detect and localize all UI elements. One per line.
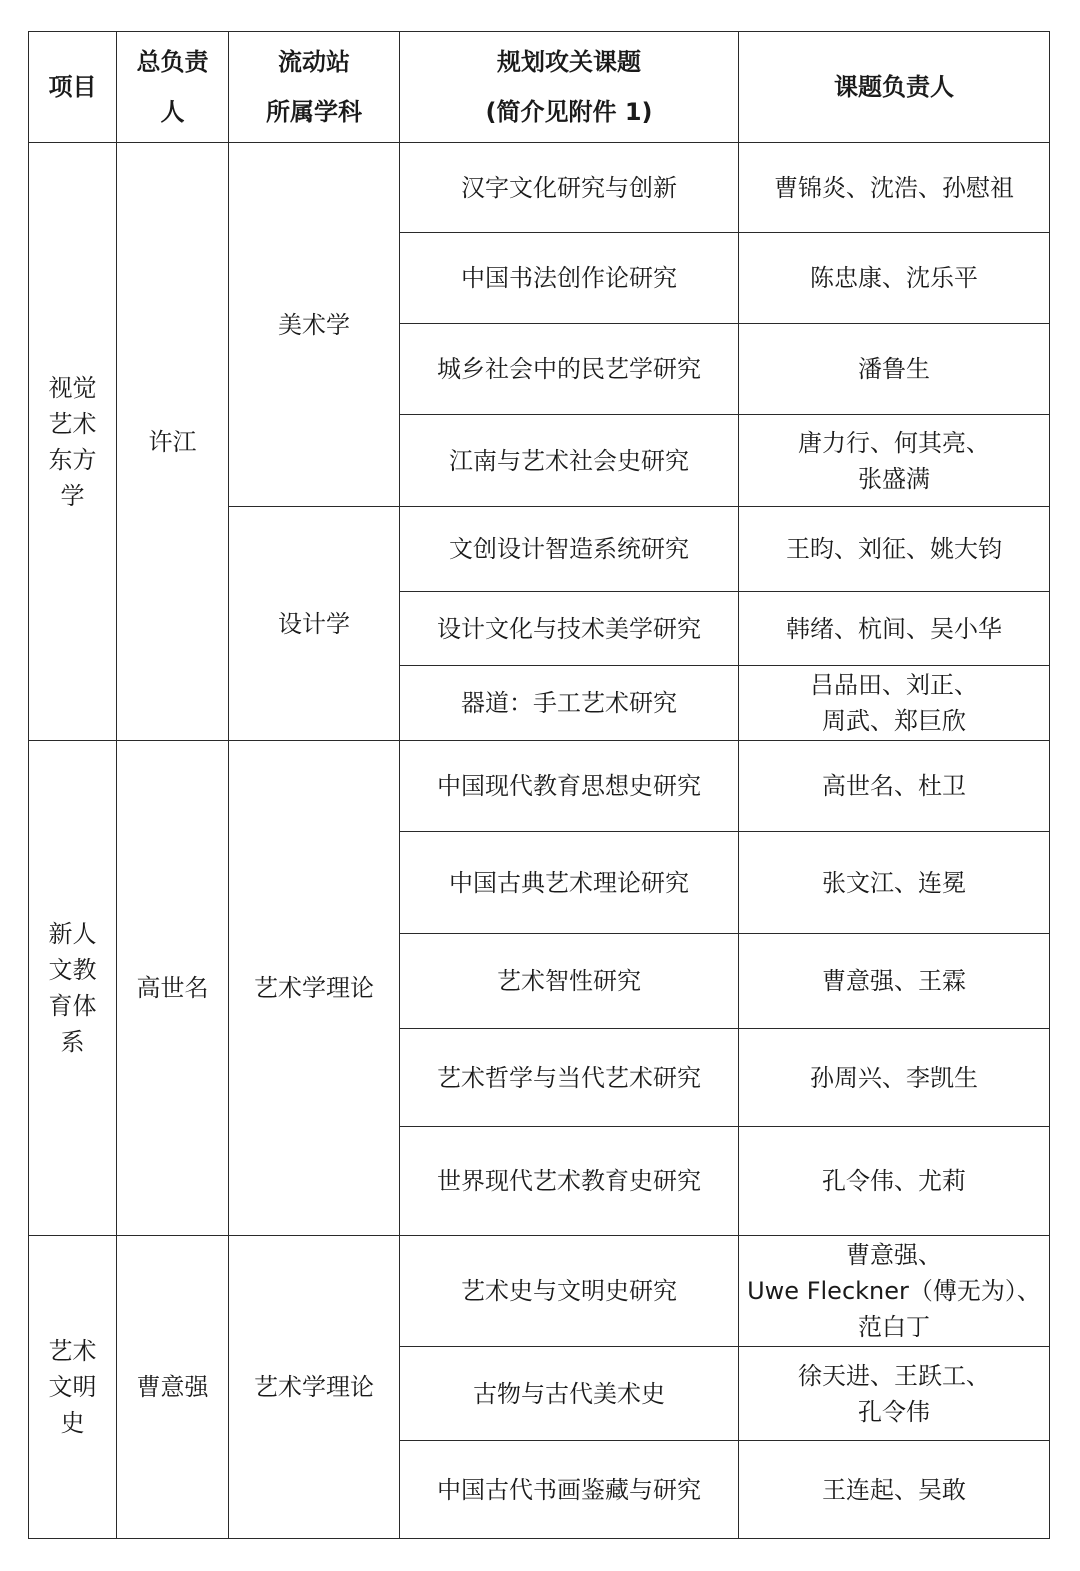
header-station: 流动站 所属学科	[229, 32, 400, 143]
header-topics: 规划攻关课题 (简介见附件 1)	[400, 32, 739, 143]
owner-cell: 王昀、刘征、姚大钧	[739, 507, 1050, 592]
owner-cell: 张文江、连冕	[739, 832, 1050, 934]
owner-cell: 高世名、杜卫	[739, 741, 1050, 832]
owner-cell: 王连起、吴敢	[739, 1441, 1050, 1539]
header-project: 项目	[29, 32, 117, 143]
header-owners: 课题负责人	[739, 32, 1050, 143]
table-row	[29, 1236, 1050, 1347]
owner-cell: 陈忠康、沈乐平	[739, 233, 1050, 324]
table-row	[29, 143, 1050, 233]
owner-cell: 潘鲁生	[739, 324, 1050, 415]
header-row	[29, 32, 1050, 143]
leader-cell: 高世名	[117, 741, 229, 1236]
topic-cell: 中国现代教育思想史研究	[400, 741, 739, 832]
topic-cell: 文创设计智造系统研究	[400, 507, 739, 592]
subject-cell: 艺术学理论	[229, 1236, 400, 1539]
owner-cell: 曹意强、 Uwe Fleckner（傅无为）、 范白丁	[739, 1236, 1050, 1347]
owner-cell: 韩绪、杭间、吴小华	[739, 592, 1050, 666]
topic-cell: 城乡社会中的民艺学研究	[400, 324, 739, 415]
topic-cell: 古物与古代美术史	[400, 1347, 739, 1441]
topic-cell: 艺术智性研究	[400, 934, 739, 1029]
leader-cell: 曹意强	[117, 1236, 229, 1539]
owner-cell: 徐天进、王跃工、 孔令伟	[739, 1347, 1050, 1441]
subject-cell: 艺术学理论	[229, 741, 400, 1236]
topic-cell: 设计文化与技术美学研究	[400, 592, 739, 666]
subject-cell: 美术学	[229, 143, 400, 507]
owner-cell: 孙周兴、李凯生	[739, 1029, 1050, 1127]
research-plan-table	[28, 31, 1050, 1539]
leader-cell: 许江	[117, 143, 229, 741]
project-cell: 新人文教育体系	[29, 741, 117, 1236]
header-leader: 总负责人	[117, 32, 229, 143]
owner-cell: 曹意强、王霖	[739, 934, 1050, 1029]
topic-cell: 中国书法创作论研究	[400, 233, 739, 324]
subject-cell: 设计学	[229, 507, 400, 741]
topic-cell: 艺术史与文明史研究	[400, 1236, 739, 1347]
table-row	[29, 741, 1050, 832]
project-cell: 视觉艺术东方学	[29, 143, 117, 741]
topic-cell: 江南与艺术社会史研究	[400, 415, 739, 507]
owner-cell: 孔令伟、尤莉	[739, 1127, 1050, 1236]
topic-cell: 器道：手工艺术研究	[400, 666, 739, 741]
owner-cell: 唐力行、何其亮、 张盛满	[739, 415, 1050, 507]
topic-cell: 中国古代书画鉴藏与研究	[400, 1441, 739, 1539]
topic-cell: 中国古典艺术理论研究	[400, 832, 739, 934]
topic-cell: 汉字文化研究与创新	[400, 143, 739, 233]
owner-cell: 吕品田、刘正、 周武、郑巨欣	[739, 666, 1050, 741]
topic-cell: 世界现代艺术教育史研究	[400, 1127, 739, 1236]
owner-cell: 曹锦炎、沈浩、孙慰祖	[739, 143, 1050, 233]
project-cell: 艺术文明史	[29, 1236, 117, 1539]
topic-cell: 艺术哲学与当代艺术研究	[400, 1029, 739, 1127]
